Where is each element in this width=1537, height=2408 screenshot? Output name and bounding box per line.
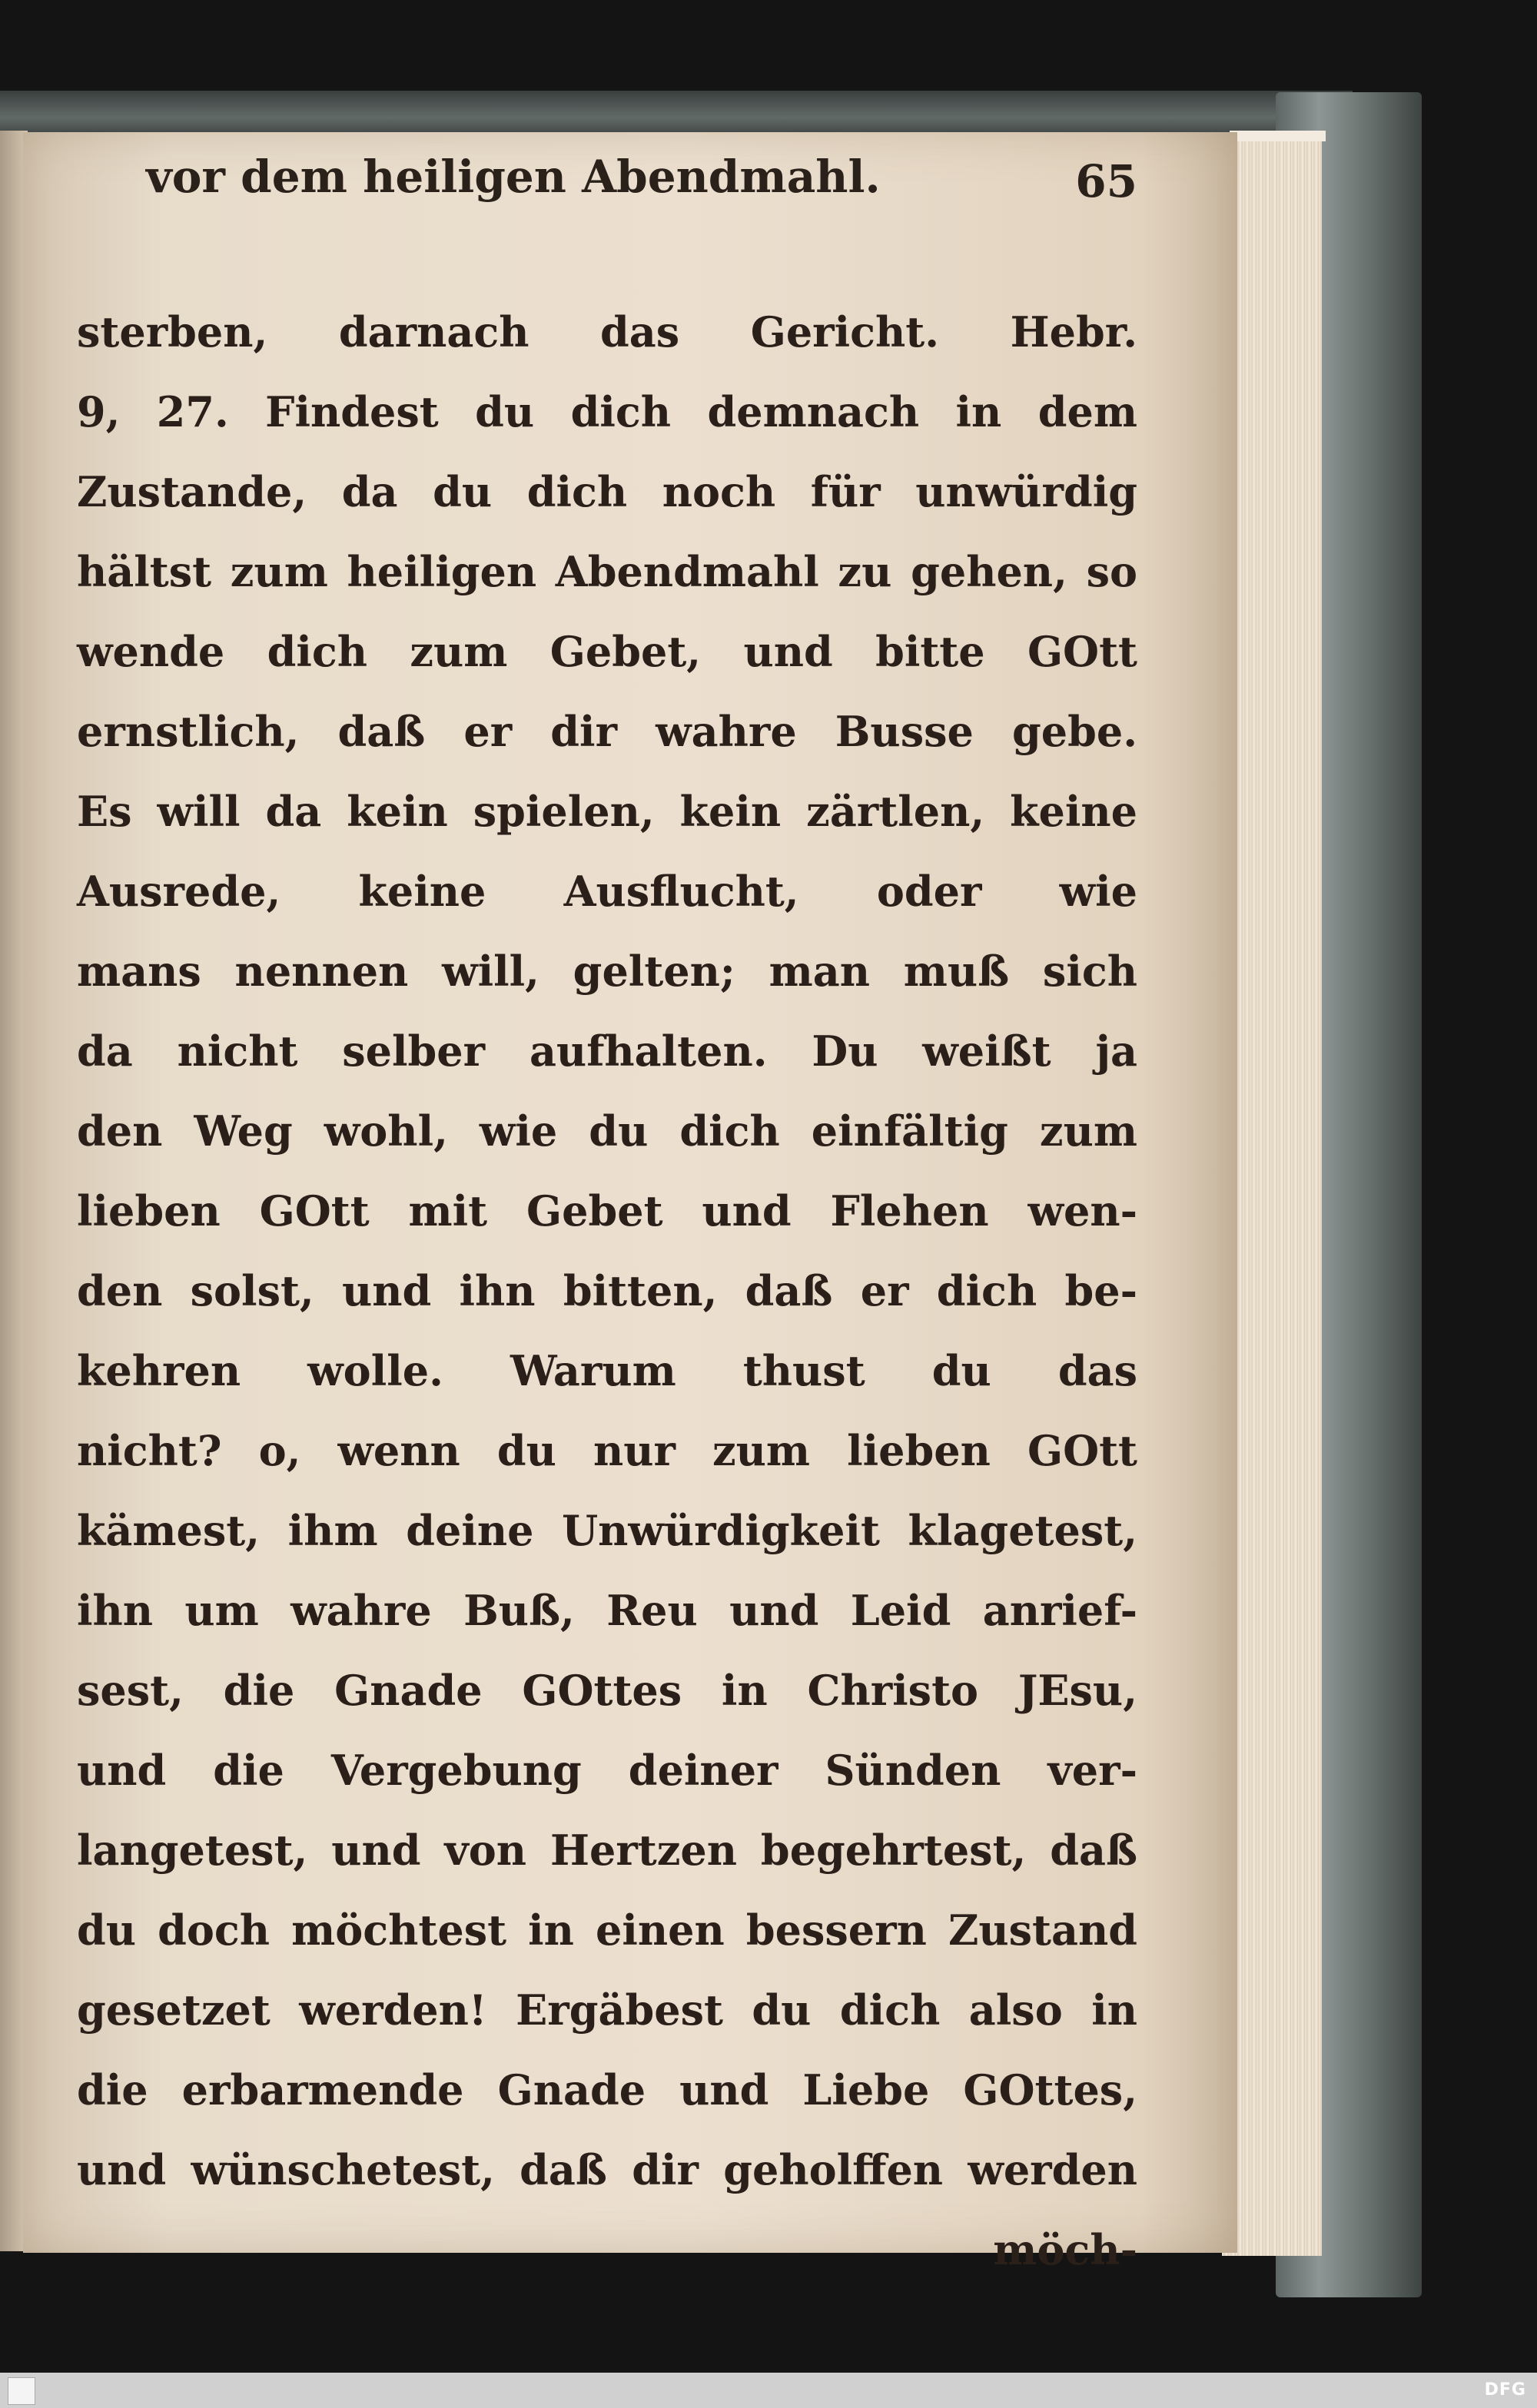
text-line: mans nennen will, gelten; man muß sich	[77, 947, 1137, 996]
text-line: du doch möchtest in einen bessern Zustand	[77, 1906, 1137, 1955]
text-line: kehren wolle. Warum thust du das	[77, 1346, 1137, 1395]
text-line: wende dich zum Gebet, und bitte GOtt	[77, 627, 1137, 676]
text-line: Zustande, da du dich noch für unwürdig	[77, 467, 1137, 516]
text-line: Es will da kein spielen, kein zärtlen, keine	[77, 787, 1137, 836]
text-line: sest, die Gnade GOttes in Christo JEsu,	[77, 1666, 1137, 1715]
running-head: vor dem heiligen Abendmahl.	[146, 151, 881, 203]
viewer-footer	[0, 2373, 1537, 2408]
text-line: sterben, darnach das Gericht. Hebr.	[77, 307, 1137, 357]
text-line: hältst zum heiligen Abendmahl zu gehen, so	[77, 547, 1137, 596]
page-number: 65	[1075, 155, 1137, 207]
text-line: kämest, ihm deine Unwürdigkeit klagetest,	[77, 1506, 1137, 1555]
page-header	[146, 151, 1137, 220]
text-line: da nicht selber aufhalten. Du weißt ja	[77, 1027, 1137, 1076]
text-line: 9, 27. Findest du dich demnach in dem	[77, 387, 1137, 436]
text-line: gesetzet werden! Ergäbest du dich also in	[77, 1985, 1137, 2035]
text-line: die erbarmende Gnade und Liebe GOttes,	[77, 2065, 1137, 2114]
text-line: lieben GOtt mit Gebet und Flehen wen-	[77, 1186, 1137, 1236]
body-text	[77, 292, 1137, 2290]
library-logo-icon	[8, 2377, 35, 2405]
dfg-logo: DFG	[1484, 2380, 1526, 2400]
text-line: und wünschetest, daß dir geholffen werden	[77, 2145, 1137, 2194]
page-fore-edge-top	[1230, 131, 1326, 141]
text-line: Ausrede, keine Ausflucht, oder wie	[77, 867, 1137, 916]
catchword: möch-	[993, 2225, 1137, 2274]
text-line: und die Vergebung deiner Sünden ver-	[77, 1746, 1137, 1795]
text-line: ernstlich, daß er dir wahre Busse gebe.	[77, 707, 1137, 756]
text-line: nicht? o, wenn du nur zum lieben GOtt	[77, 1426, 1137, 1475]
text-line: den solst, und ihn bitten, daß er dich be-	[77, 1266, 1137, 1315]
text-line: langetest, und von Hertzen begehrtest, daß	[77, 1826, 1137, 1875]
text-line: ihn um wahre Buß, Reu und Leid anrief-	[77, 1586, 1137, 1635]
text-line: den Weg wohl, wie du dich einfältig zum	[77, 1106, 1137, 1156]
